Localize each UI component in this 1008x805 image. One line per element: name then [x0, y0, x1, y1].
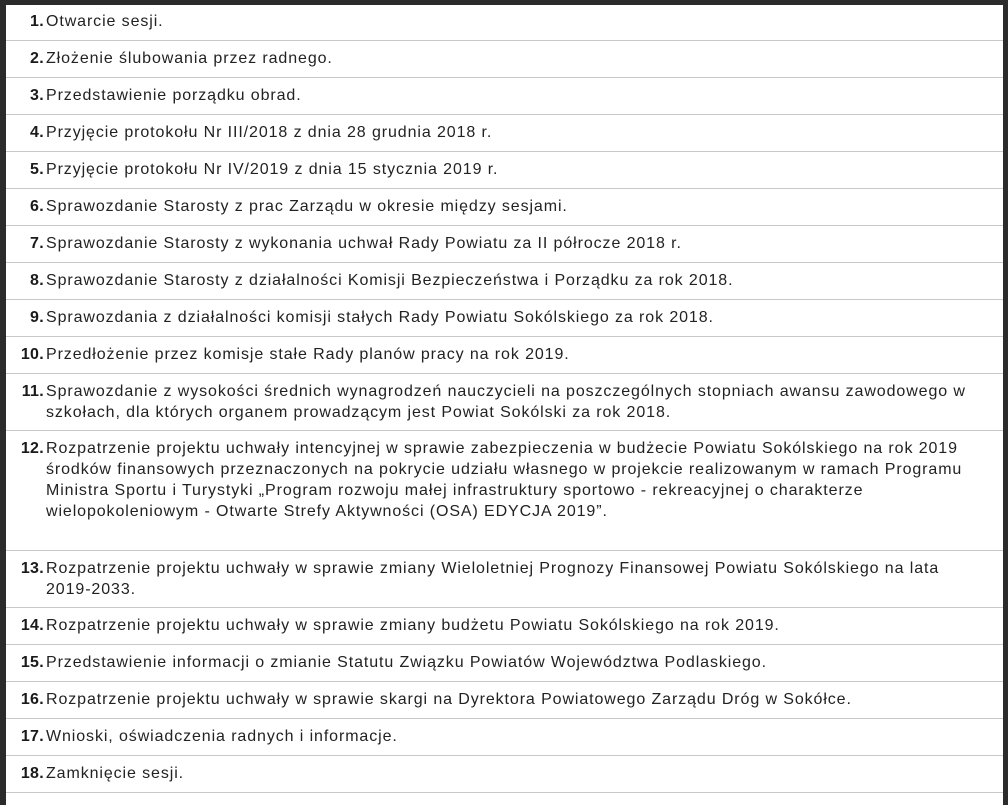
list-item [6, 226, 1003, 263]
item-number: 7. [30, 235, 44, 252]
item-number: 11. [21, 383, 44, 400]
item-number: 18. [20, 765, 44, 782]
item-number: 6. [30, 198, 44, 215]
list-item [6, 337, 1003, 374]
item-text: Sprawozdanie Starosty z działalności Komisji Bezpieczeństwa i Porządku za rok 2018. [46, 272, 734, 289]
item-text: Przedłożenie przez komisje stałe Rady planów pracy na rok 2019. [46, 346, 570, 363]
item-number: 17. [20, 728, 44, 745]
item-number: 15. [20, 654, 44, 671]
item-text: Sprawozdanie Starosty z prac Zarządu w okresie między sesjami. [46, 198, 568, 215]
list-item [6, 551, 1003, 608]
list-item [6, 682, 1003, 719]
list-item [6, 300, 1003, 337]
item-text: Rozpatrzenie projektu uchwały w sprawie skargi na Dyrektora Powiatowego Zarządu Dróg w Sokółce. [46, 691, 852, 708]
item-number: 1. [30, 13, 44, 30]
list-item [6, 431, 1003, 551]
item-number: 14. [20, 617, 44, 634]
item-text: Przedstawienie informacji o zmianie Statutu Związku Powiatów Województwa Podlaskiego. [46, 654, 767, 671]
item-text: Rozpatrzenie projektu uchwały intencyjnej w sprawie zabezpieczenia w budżecie Powiatu Sokólskiego na rok 2019 środków finansowych przeznaczonych na pokrycie udziału własnego w projekcie realizowanym w ramach Programu Ministra Sportu i Turystyki „Program rozwoju małej infrastruktury sportowo - rekreacyjnej o charakterze wielopokoleniowym - Otwarte Strefy Aktywności (OSA) EDYCJA 2019”. [46, 440, 963, 520]
item-text: Złożenie ślubowania przez radnego. [46, 50, 333, 67]
item-number: 10. [20, 346, 44, 363]
item-text: Rozpatrzenie projektu uchwały w sprawie zmiany budżetu Powiatu Sokólskiego na rok 2019. [46, 617, 780, 634]
item-number: 2. [30, 50, 44, 67]
item-text: Sprawozdanie Starosty z wykonania uchwał Rady Powiatu za II półrocze 2018 r. [46, 235, 682, 252]
list-item [6, 756, 1003, 793]
item-text: Przyjęcie protokołu Nr IV/2019 z dnia 15 stycznia 2019 r. [46, 161, 499, 178]
list-item [6, 152, 1003, 189]
item-number: 3. [30, 87, 44, 104]
item-text: Sprawozdanie z wysokości średnich wynagrodzeń nauczycieli na poszczególnych stopniach awansu zawodowego w szkołach, dla których organem prowadzącym jest Powiat Sokólski za rok 2018. [46, 383, 966, 421]
list-item [6, 608, 1003, 645]
list-item [6, 41, 1003, 78]
item-text: Zamknięcie sesji. [46, 765, 185, 782]
item-text: Przyjęcie protokołu Nr III/2018 z dnia 28 grudnia 2018 r. [46, 124, 493, 141]
item-text: Wnioski, oświadczenia radnych i informacje. [46, 728, 398, 745]
list-item [6, 189, 1003, 226]
agenda-panel [6, 5, 1003, 805]
item-text: Otwarcie sesji. [46, 13, 164, 30]
item-number: 16. [20, 691, 44, 708]
item-number: 5. [30, 161, 44, 178]
item-number: 9. [30, 309, 44, 326]
list-item [6, 5, 1003, 41]
item-text: Przedstawienie porządku obrad. [46, 87, 302, 104]
list-item [6, 78, 1003, 115]
agenda-list [6, 5, 1003, 793]
list-item [6, 645, 1003, 682]
item-number: 8. [30, 272, 44, 289]
item-number: 4. [30, 124, 44, 141]
list-item [6, 719, 1003, 756]
item-number: 13. [20, 560, 44, 577]
item-text: Sprawozdania z działalności komisji stałych Rady Powiatu Sokólskiego za rok 2018. [46, 309, 714, 326]
list-item [6, 374, 1003, 431]
item-number: 12. [20, 440, 44, 457]
list-item [6, 263, 1003, 300]
list-item [6, 115, 1003, 152]
item-text: Rozpatrzenie projektu uchwały w sprawie zmiany Wieloletniej Prognozy Finansowej Powiatu Sokólskiego na lata 2019-2033. [46, 560, 940, 598]
